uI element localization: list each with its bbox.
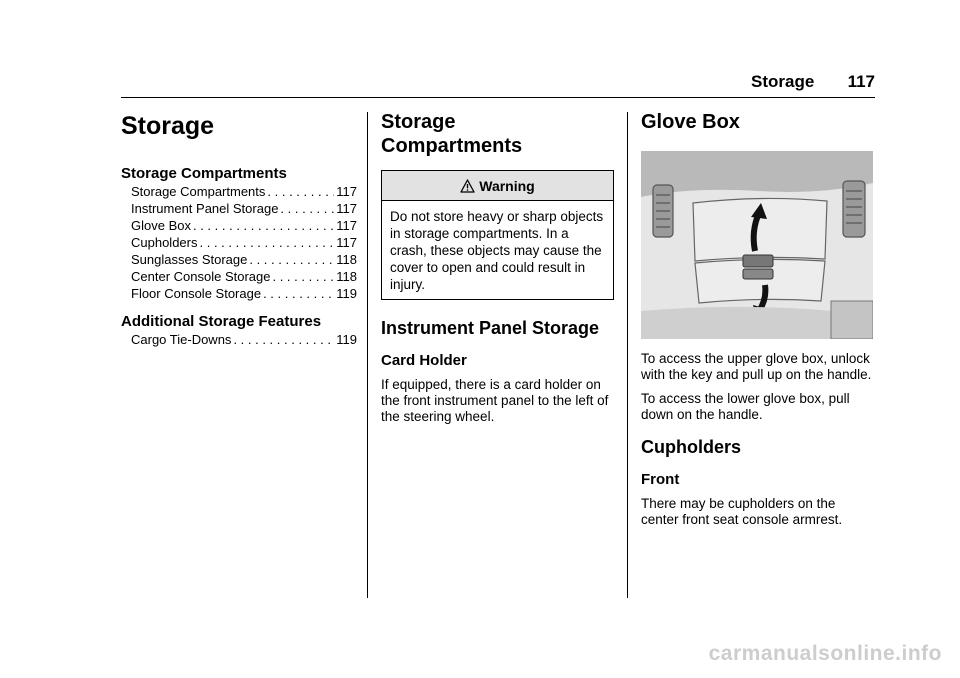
column-divider (367, 112, 368, 598)
page-header (751, 72, 875, 92)
toc-group-heading: Additional Storage Features (121, 313, 322, 330)
toc-leader-dots (272, 268, 334, 285)
toc-item-label: Storage Compartments (131, 184, 266, 199)
toc-item-page: 119 (336, 332, 357, 347)
warning-header (382, 171, 613, 201)
glove-box-text-2: To access the lower glove box, pull down on the handle. (641, 391, 850, 422)
watermark: carmanualsonline.info (708, 642, 942, 665)
warning-heading: Warning (479, 178, 535, 194)
toc-item-label: Cupholders (131, 235, 198, 250)
toc-item[interactable] (131, 251, 357, 268)
toc-item-label: Glove Box (131, 218, 191, 233)
header-rule (121, 97, 875, 98)
card-holder-text: If equipped, there is a card holder on the front instrument panel to the left of the steering wheel. (381, 377, 609, 424)
chapter-toc-column (121, 108, 357, 359)
toc-item-page: 117 (336, 184, 357, 199)
glove-box-text-1: To access the upper glove box, unlock with the key and pull up on the handle. (641, 351, 872, 382)
toc-item-page: 118 (336, 252, 357, 267)
toc-item[interactable] (131, 268, 357, 285)
toc-item[interactable] (131, 217, 357, 234)
toc-item[interactable] (131, 200, 357, 217)
front-heading: Front (641, 471, 680, 488)
header-section-title: Storage (751, 72, 815, 91)
chapter-title: Storage (121, 112, 215, 140)
toc-item-page: 117 (336, 235, 357, 250)
toc-item-label: Sunglasses Storage (131, 252, 248, 267)
toc-item-label: Floor Console Storage (131, 286, 262, 301)
glove-box-drawing (641, 151, 873, 339)
section-title-line: Storage (381, 111, 456, 133)
header-page-number: 117 (847, 72, 875, 91)
card-holder-heading: Card Holder (381, 352, 467, 369)
toc-item-label: Center Console Storage (131, 269, 271, 284)
toc-item[interactable] (131, 331, 357, 348)
toc-item-page: 119 (336, 286, 357, 301)
glove-box-heading: Glove Box (641, 111, 740, 133)
instrument-panel-heading: Instrument Panel Storage (381, 318, 600, 338)
storage-compartments-column (381, 108, 614, 433)
toc-leader-dots (263, 285, 334, 302)
warning-text: Do not store heavy or sharp objects in storage compartments. In a crash, these objects may cause the cover to open and could result in injury. (390, 209, 604, 292)
warning-box (381, 170, 614, 300)
glove-box-column (641, 108, 875, 536)
toc-item-label: Cargo Tie-Downs (131, 332, 232, 347)
front-cupholders-text: There may be cupholders on the center front seat console armrest. (641, 496, 843, 527)
toc-item[interactable] (131, 285, 357, 302)
toc-list (121, 331, 357, 348)
toc-leader-dots (193, 217, 334, 234)
toc-leader-dots (280, 200, 334, 217)
toc-item[interactable] (131, 183, 357, 200)
warning-triangle-icon (460, 179, 475, 193)
toc-group-heading: Storage Compartments (121, 165, 287, 182)
toc-leader-dots (233, 331, 334, 348)
toc-leader-dots (267, 183, 334, 200)
toc-item-label: Instrument Panel Storage (131, 201, 279, 216)
column-divider (627, 112, 628, 598)
toc-item[interactable] (131, 234, 357, 251)
cupholders-heading: Cupholders (641, 437, 742, 457)
glove-box-illustration (641, 151, 873, 339)
section-title (381, 110, 614, 158)
toc-item-page: 117 (336, 201, 357, 216)
toc-leader-dots (200, 234, 335, 251)
section-title-line: Compartments (381, 135, 523, 157)
toc-item-page: 118 (336, 269, 357, 284)
toc-item-page: 117 (336, 218, 357, 233)
toc-list (121, 183, 357, 302)
toc-leader-dots (249, 251, 334, 268)
